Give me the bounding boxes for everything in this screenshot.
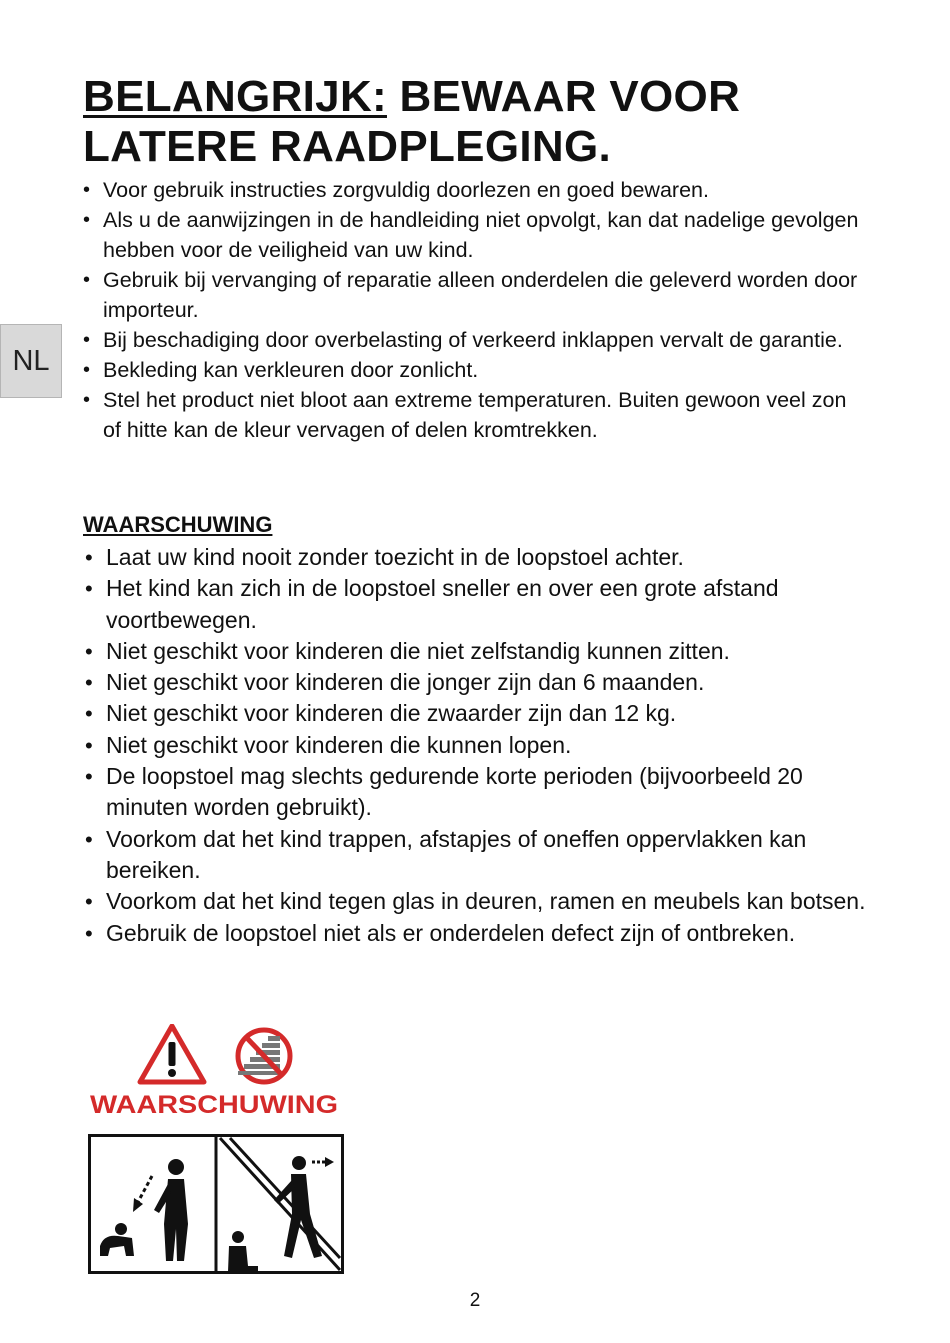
list-item: • Voorkom dat het kind trappen, afstapjes of oneffen oppervlakken kan bereiken. <box>106 824 876 887</box>
list-item: • Bij beschadiging door overbelasting of verkeerd inklappen vervalt de garantie. <box>103 325 863 355</box>
list-item: • Voor gebruik instructies zorgvuldig doorlezen en goed bewaren. <box>103 175 863 205</box>
list-item: • Niet geschikt voor kinderen die kunnen lopen. <box>106 730 876 761</box>
warning-graphic <box>88 1024 346 1274</box>
title-important: BELANGRIJK: <box>83 72 387 121</box>
warning-triangle-icon <box>140 1026 204 1082</box>
no-stairs-icon <box>238 1030 290 1082</box>
list-item: • Het kind kan zich in de loopstoel sneller en over een grote afstand voortbewegen. <box>106 573 876 636</box>
list-item: • Niet geschikt voor kinderen die zwaarder zijn dan 12 kg. <box>106 698 876 729</box>
child-falls-icon <box>100 1159 188 1261</box>
warning-heading: WAARSCHUWING <box>83 512 273 537</box>
list-item: • Stel het product niet bloot aan extreme temperaturen. Buiten gewoon veel zon of hitte kan de kleur vervagen of delen kromtrekken. <box>103 385 863 445</box>
list-item: • Niet geschikt voor kinderen die jonger zijn dan 6 maanden. <box>106 667 876 698</box>
list-item: • De loopstoel mag slechts gedurende korte perioden (bijvoorbeeld 20 minuten worden gebruikt). <box>106 761 876 824</box>
list-item: • Voorkom dat het kind tegen glas in deuren, ramen en meubels kan botsen. <box>106 886 876 917</box>
warning-graphic-label: WAARSCHUWING <box>90 1091 338 1119</box>
important-list <box>103 175 863 445</box>
title-rest: BEWAAR VOOR LATERE RAADPLEGING. <box>83 72 741 171</box>
list-item: • Gebruik de loopstoel niet als er onderdelen defect zijn of ontbreken. <box>106 918 876 949</box>
list-item: • Bekleding kan verkleuren door zonlicht. <box>103 355 863 385</box>
list-item: • Als u de aanwijzingen in de handleiding niet opvolgt, kan dat nadelige gevolgen hebben voor de veiligheid van uw kind. <box>103 205 863 265</box>
child-glass-door-icon <box>220 1138 340 1272</box>
page-number: 2 <box>469 1290 481 1311</box>
list-item: • Laat uw kind nooit zonder toezicht in de loopstoel achter. <box>106 542 876 573</box>
list-item: • Gebruik bij vervanging of reparatie alleen onderdelen die geleverd worden door importeur. <box>103 265 863 325</box>
warning-list <box>106 542 876 949</box>
page-title <box>83 72 903 172</box>
language-tab: NL <box>0 324 62 398</box>
list-item: • Niet geschikt voor kinderen die niet zelfstandig kunnen zitten. <box>106 636 876 667</box>
